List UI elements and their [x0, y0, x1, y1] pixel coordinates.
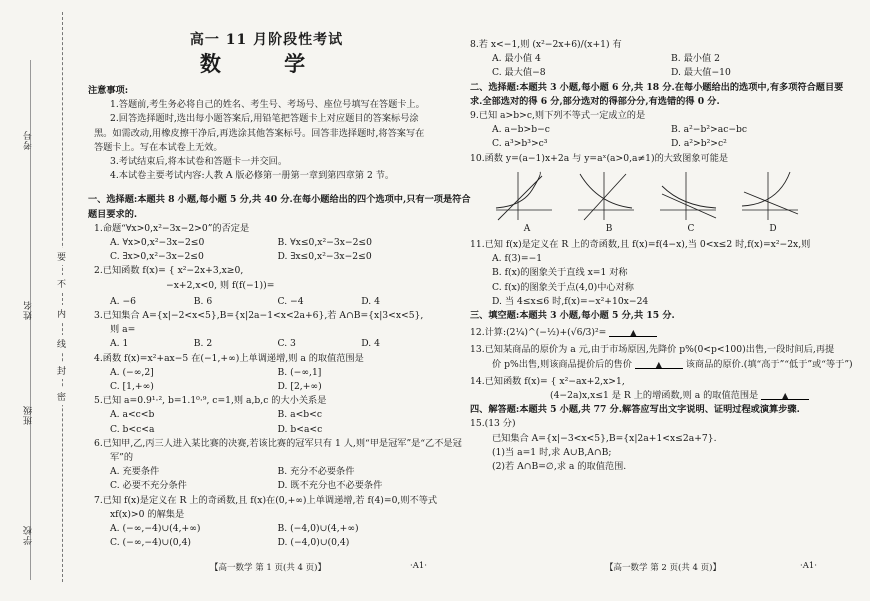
question-4: 4.函数 f(x)=x²+ax−5 在(−1,+∞)上单调递增,则 a 的取值范围是 — [94, 352, 364, 364]
answer-blank[interactable] — [609, 326, 657, 337]
question-2-cont: −x+2,x<0, 则 f(f(−1))= — [166, 279, 275, 291]
option: C. [1,+∞) — [110, 381, 154, 393]
graph-d-label: D — [769, 223, 777, 234]
option: B. 2 — [193, 338, 213, 350]
page-2-footer: 【高一数学 第 2 页(共 4 页)】 — [605, 563, 721, 573]
option: D. b<a<c — [277, 423, 323, 435]
question-3-cont: 则 a= — [110, 324, 136, 336]
section-4-heading: 四、解答题:本题共 5 小题,共 77 分.解答应写出文字说明、证明过程或演算步骤. — [470, 404, 800, 416]
graph-c-figure — [656, 170, 720, 222]
question-3: 3.已知集合 A={x|−2<x<5},B={x|2a−1<x<2a+6},若 A∩B={x|3<x<5}, — [94, 310, 424, 322]
option: C. −4 — [277, 295, 304, 307]
question-1: 1.命题“∀x>0,x²−3x−2>0”的否定是 — [94, 222, 250, 234]
question-15: 15.(13 分) — [470, 418, 516, 430]
question-6: 6.已知甲,乙,丙三人进入某比赛的决赛,若该比赛的冠军只有 1 人,则“甲是冠军”是“乙不是冠 — [94, 437, 462, 449]
option: A. (−∞,−4)∪(4,+∞) — [110, 523, 201, 535]
triangle-icon: ▲ — [655, 359, 662, 369]
option: D. (−4,0)∪(0,4) — [277, 537, 350, 549]
option: C. (−∞,−4)∪(0,4) — [110, 537, 192, 549]
page-1-code: ·A1· — [410, 561, 427, 571]
option: D. 4 — [361, 295, 380, 307]
option: A. ∀x>0,x²−3x−2≤0 — [110, 237, 205, 249]
question-13-text-2: 该商品的原价.(填“高于”“低于”或“等于”) — [685, 358, 853, 370]
graph-a-label: A — [523, 223, 531, 234]
graph-b — [574, 170, 644, 236]
option: B. 最小值 2 — [671, 53, 720, 65]
option: C. b<c<a — [110, 423, 155, 435]
question-8: 8.若 x<−1,则 (x²−2x+6)/(x+1) 有 — [470, 39, 622, 50]
option: A. 1 — [110, 338, 129, 350]
graph-a — [492, 170, 562, 236]
notice-line: 4.本试卷主要考试内容:人教 A 版必修第一册第一章到第四章第 2 节。 — [110, 170, 395, 182]
option: D. 最大值−10 — [671, 67, 731, 79]
question-6-cont: 军”的 — [110, 452, 134, 464]
graph-d — [738, 170, 808, 236]
option: C. f(x)的图象关于点(4,0)中心对称 — [492, 281, 634, 293]
question-14-cont — [470, 389, 850, 403]
option: C. ∃x>0,x²−3x−2≤0 — [110, 251, 204, 263]
question-12 — [470, 326, 850, 340]
option: A. a−b>b−c — [492, 124, 550, 136]
option: D. 4 — [361, 338, 380, 350]
option: A. (−∞,2] — [110, 366, 154, 378]
option: C. 必要不充分条件 — [110, 480, 187, 492]
option: C. a³>b³>c³ — [492, 138, 548, 150]
option: B. (−∞,1] — [277, 366, 322, 378]
option: C. 最大值−8 — [492, 67, 546, 79]
option: A. −6 — [110, 295, 137, 307]
seal-char-2: 不 — [57, 275, 66, 292]
question-9: 9.已知 a>b>c,则下列不等式一定成立的是 — [470, 110, 646, 122]
option: D. ∃x≤0,x²−3x−2≤0 — [277, 251, 372, 263]
question-15-line: (2)若 A∩B=∅,求 a 的取值范围. — [492, 461, 627, 473]
option: C. 3 — [277, 338, 296, 350]
question-15-line: (1)当 a=1 时,求 A∪B,A∩B; — [492, 446, 612, 458]
subject-title: 数 学 — [199, 51, 334, 76]
graph-c — [656, 170, 726, 236]
seal-char-5: 封 — [57, 362, 66, 379]
question-14: 14.已知函数 f(x)= { x²−ax+2,x>1, — [470, 375, 625, 387]
notice-line: 1.答题前,考生务必将自己的姓名、考生号、考场号、座位号填写在答题卡上。 — [110, 99, 425, 111]
question-2: 2.已知函数 f(x)= { x²−2x+3,x≥0, — [94, 265, 244, 277]
section-2-heading: 求.全部选对的得 6 分,部分选对的得部分分,有选错的得 0 分. — [470, 95, 720, 107]
question-13-text: 价 p%出售,则该商品提价后的售价 — [492, 358, 632, 370]
question-13: 13.已知某商品的原价为 a 元,由于市场原因,先降价 p%(0<p<100)出售,一段时间后,再提 — [470, 344, 835, 356]
option: B. f(x)的图象关于直线 x=1 对称 — [492, 267, 628, 279]
option: D. a²>b²>c² — [671, 138, 727, 150]
option: B. a²−b²>ac−bc — [671, 124, 748, 136]
triangle-icon: ▲ — [782, 391, 789, 401]
option: B. ∀x≤0,x²−3x−2≤0 — [277, 237, 372, 249]
question-5: 5.已知 a=0.9¹·², b=1.1⁰·⁹, c=1,则 a,b,c 的大小关系是 — [94, 395, 327, 407]
binding-margin — [0, 0, 78, 601]
class-label: 班级 — [24, 405, 34, 425]
option: A. f(3)=−1 — [492, 253, 543, 265]
graph-b-label: B — [605, 223, 613, 234]
option: D. [2,+∞) — [277, 381, 322, 393]
section-3-heading: 三、填空题:本题共 3 小题,每小题 5 分,共 15 分. — [470, 310, 675, 322]
answer-blank[interactable] — [635, 358, 683, 369]
graph-options — [492, 170, 850, 236]
graph-d-figure — [738, 170, 802, 222]
question-12-text: 12.计算:(2¼)^(−½)+(√6/3)²= — [470, 327, 607, 339]
option: D. 当 4≤x≤6 时,f(x)=−x²+10x−24 — [492, 295, 649, 307]
option: B. (−4,0)∪(4,+∞) — [277, 523, 359, 535]
seal-char-6: 密 — [57, 388, 66, 405]
answer-blank[interactable] — [761, 389, 809, 400]
section-1-heading: 一、选择题:本题共 8 小题,每小题 5 分,共 40 分.在每小题给出的四个选项中,只有一项是符合 — [88, 194, 471, 206]
page-2-code: ·A1· — [800, 561, 817, 571]
page-2 — [470, 38, 853, 474]
page-1-footer: 【高一数学 第 1 页(共 4 页)】 — [210, 563, 326, 573]
section-1-heading: 题目要求的. — [88, 208, 138, 220]
question-15-line: 已知集合 A={x|−3<x<5},B={x|2a+1<x≤2a+7}. — [492, 432, 717, 444]
seal-line — [62, 12, 63, 582]
graph-b-figure — [574, 170, 638, 222]
option: B. a<b<c — [277, 409, 322, 421]
question-14-text: (4−2a)x,x≤1 是 R 上的增函数,则 a 的取值范围是 — [550, 390, 759, 402]
option: A. 充要条件 — [110, 466, 160, 478]
question-11: 11.已知 f(x)是定义在 R 上的奇函数,且 f(x)=f(4−x),当 0<x≤2 时,f(x)=x²−2x,则 — [470, 239, 811, 251]
notice-line: 答题卡上。写在本试卷上无效。 — [94, 141, 223, 153]
section-2-heading: 二、选择题:本题共 3 小题,每小题 6 分,共 18 分.在每小题给出的选项中,有多项符合题目要 — [470, 81, 844, 93]
notice-heading: 注意事项: — [88, 85, 129, 96]
notice-line: 2.回答选择题时,选出每小题答案后,用铅笔把答题卡上对应题目的答案标号涂 — [110, 113, 419, 125]
notice-line: 3.考试结束后,将本试卷和答题卡一并交回。 — [110, 156, 288, 168]
graph-a-figure — [492, 170, 556, 222]
question-7-cont: xf(x)>0 的解集是 — [110, 508, 185, 520]
exam-title: 高一 11 月阶段性考试 — [189, 32, 344, 48]
exam-number-label: 考号 — [24, 130, 34, 150]
seal-char-1: 要 — [57, 248, 66, 265]
school-label: 学校 — [24, 525, 34, 545]
seal-char-3: 内 — [57, 305, 66, 322]
question-13-cont — [470, 358, 853, 372]
graph-c-label: C — [687, 223, 695, 234]
question-7: 7.已知 f(x)是定义在 R 上的奇函数,且 f(x)在(0,+∞)上单调递增,若 f(4)=0,则不等式 — [94, 494, 438, 506]
page-1 — [88, 30, 471, 551]
seal-char-4: 线 — [57, 335, 66, 352]
option: D. 既不充分也不必要条件 — [277, 480, 383, 492]
option: B. 6 — [193, 295, 213, 307]
notice-line: 黑。如需改动,用橡皮擦干净后,再选涂其他答案标号。回答非选择题时,将答案写在 — [94, 127, 425, 139]
option: A. a<c<b — [110, 409, 155, 421]
option: A. 最小值 4 — [492, 53, 541, 65]
name-label: 姓名 — [24, 300, 34, 320]
option: B. 充分不必要条件 — [277, 466, 355, 478]
triangle-icon: ▲ — [630, 328, 637, 338]
question-10: 10.函数 y=(a−1)x+2a 与 y=aˣ(a>0,a≠1)的大致图象可能是 — [470, 152, 729, 164]
